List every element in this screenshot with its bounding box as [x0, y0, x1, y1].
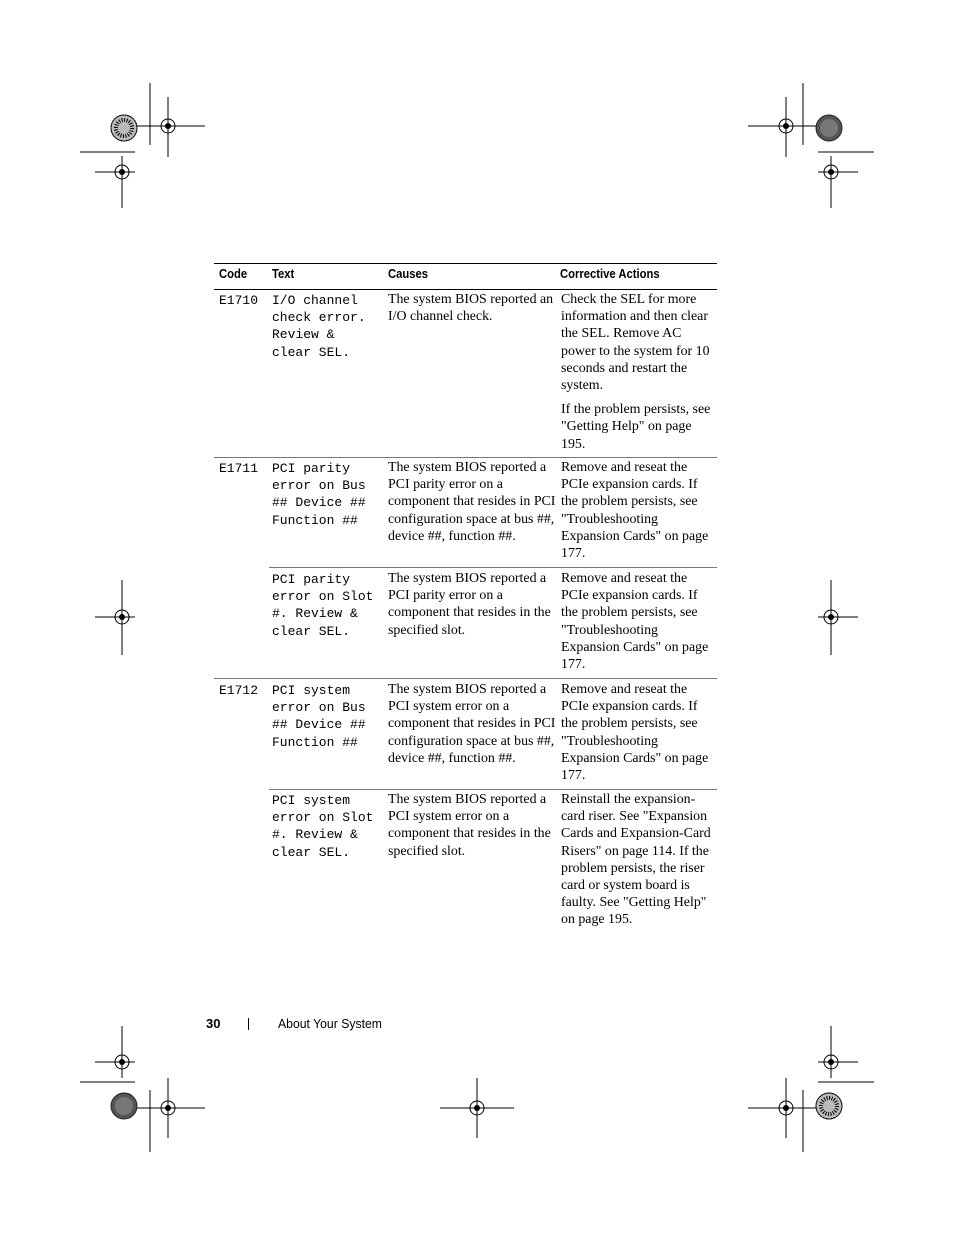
- error-text: PCI system error on Slot #. Review & clear SEL.: [272, 793, 374, 860]
- header-bottom-rule: [214, 289, 717, 290]
- error-cause: The system BIOS reported a PCI parity error on a component that resides in PCI configuration space at bus ##, device ##, function ##.: [388, 460, 556, 544]
- error-code: E1710: [219, 293, 259, 308]
- row-divider: [214, 457, 717, 458]
- header-code: Code: [219, 267, 248, 281]
- error-code: E1711: [219, 461, 259, 476]
- error-cause: The system BIOS reported a PCI system error on a component that resides in PCI configuration space at bus ##, device ##, function ##.: [388, 682, 556, 766]
- header-corrective-actions: Corrective Actions: [560, 267, 660, 281]
- row-divider: [269, 789, 717, 790]
- error-cause: The system BIOS reported an I/O channel check.: [388, 292, 554, 325]
- header-text: Text: [272, 267, 295, 281]
- error-text: I/O channel check error. Review & clear SEL.: [272, 293, 366, 360]
- corrective-action: Remove and reseat the PCIe expansion cards. If the problem persists, see "Troubleshooting Expansion Cards" on page 177.: [561, 682, 709, 784]
- header-causes: Causes: [388, 267, 429, 281]
- error-code: E1712: [219, 683, 259, 698]
- corrective-action: Remove and reseat the PCIe expansion cards. If the problem persists, see "Troubleshooting Expansion Cards" on page 177.: [561, 460, 709, 562]
- page-number: 30: [206, 1016, 221, 1031]
- corrective-action: Remove and reseat the PCIe expansion cards. If the problem persists, see "Troubleshooting Expansion Cards" on page 177.: [561, 571, 709, 673]
- section-title: About Your System: [278, 1016, 382, 1031]
- error-text: PCI parity error on Bus ## Device ## Function ##: [272, 461, 366, 528]
- error-cause: The system BIOS reported a PCI parity error on a component that resides in the specified slot.: [388, 571, 551, 638]
- row-divider: [269, 567, 717, 568]
- corrective-action: Check the SEL for more information and then clear the SEL. Remove AC power to the system for 10 seconds and restart the system. If the problem persists, see "Getting Help" on page 195.: [561, 292, 711, 452]
- footer-separator: [248, 1018, 249, 1030]
- error-text: PCI system error on Bus ## Device ## Function ##: [272, 683, 366, 750]
- error-cause: The system BIOS reported a PCI system error on a component that resides in the specified slot.: [388, 792, 551, 859]
- row-divider: [214, 678, 717, 679]
- corrective-action: Reinstall the expansion-card riser. See "Expansion Cards and Expansion-Card Risers" on page 114. If the problem persists, the riser card or system board is faulty. See "Getting Help" on page 195.: [561, 792, 711, 928]
- error-text: PCI parity error on Slot #. Review & clear SEL.: [272, 572, 374, 639]
